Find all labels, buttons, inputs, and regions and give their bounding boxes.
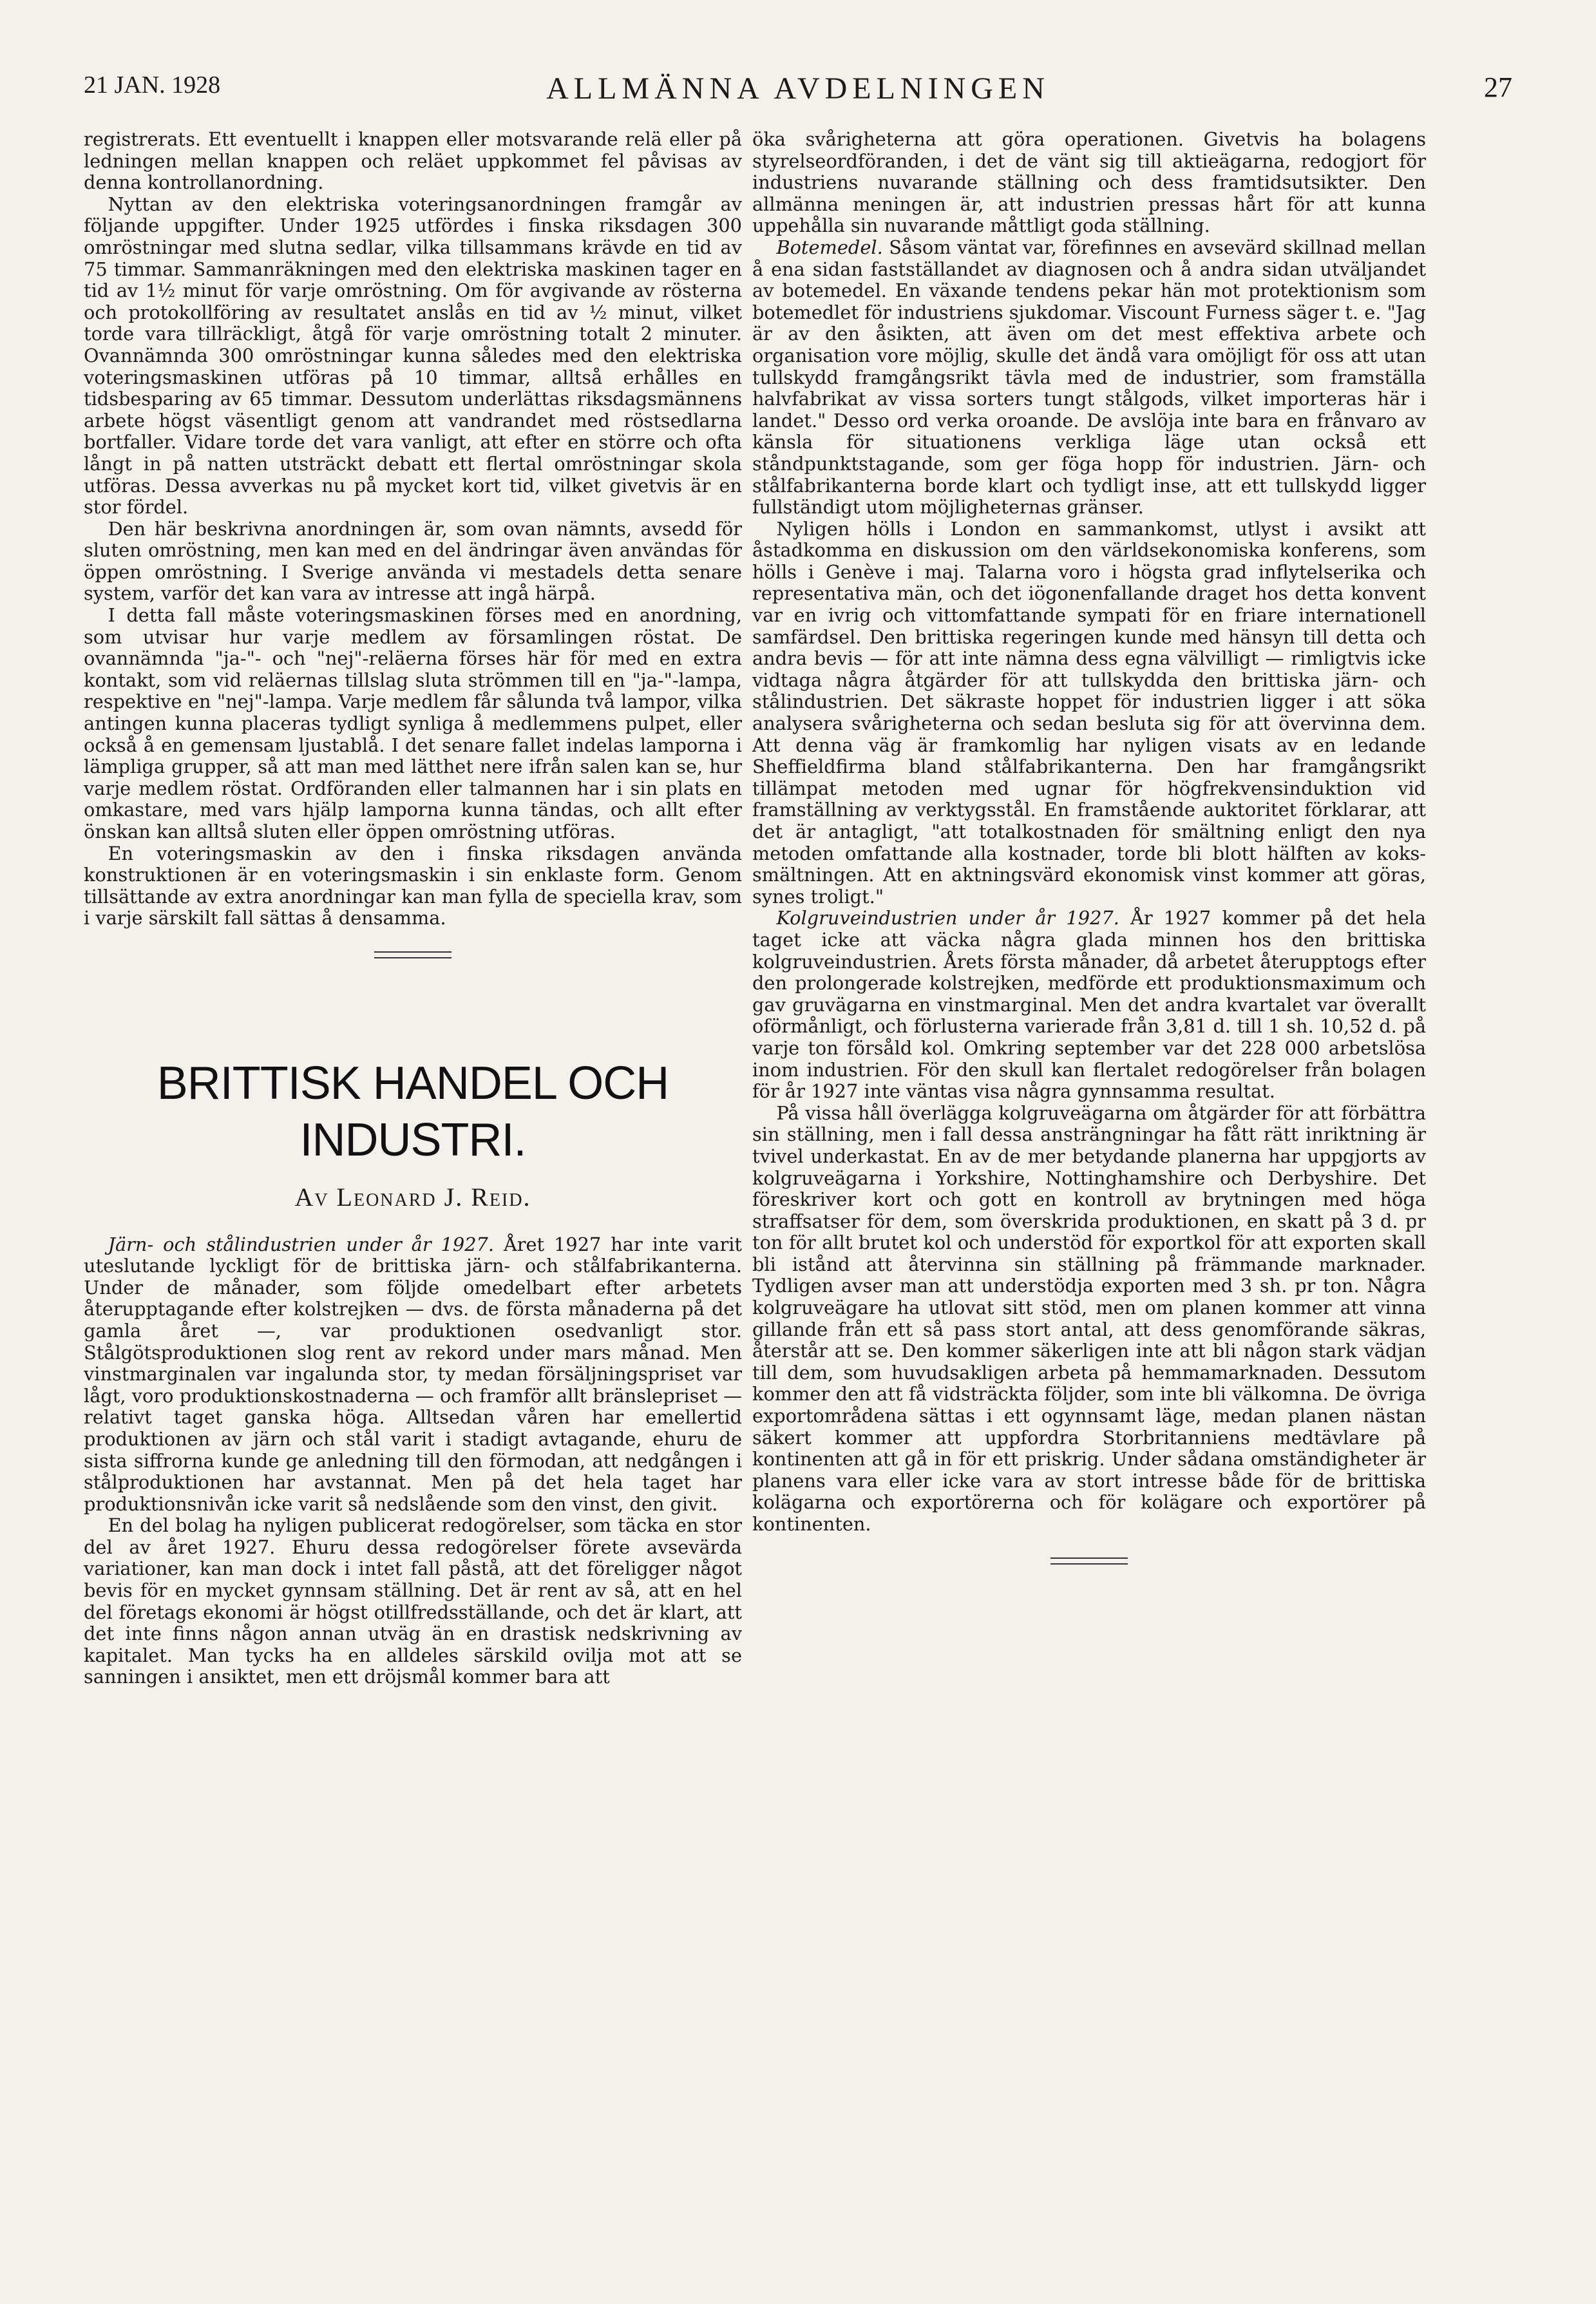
paragraph: Den här beskrivna anordningen är, som ovan nämnts, avsedd för sluten omröstning, men kan med en del ändringar även användas för öppen omröstning. I Sverige använda vi mestadels detta senare system, varför det kan vara av intresse att ingå härpå.	[84, 517, 742, 605]
right-column	[752, 129, 1426, 1565]
paragraph-text: Året 1927 har inte varit uteslutande lyckligt för de brittiska järn- och stålfabrikanterna. Under de månader, som följde omedelbart efter arbetets återupptagande efter kolstrejken — dvs. de första månaderna på det gamla året —, var produktionen osedvanligt stor. Stålgötsproduktionen slog rent av rekord under mars månad. Men vinstmarginalen var ingalunda stor, ty medan försäljningspriset var lågt, voro produktionskostnaderna — och framför allt bränslepriset — relativt taget ganska höga. Alltsedan våren har emellertid produktionen av järn och stål varit i stadigt avtagande, ehuru de sista siffrorna kunde ge anledning till den förmodan, att nedgången i stålproduktionen har avstannat. Men på det hela taget har produktionsnivån icke varit så nedslående som den vinst, den givit.	[84, 1233, 742, 1515]
paragraph: På vissa håll överlägga kolgruveägarna om åtgärder för att förbättra sin ställning, men i fall dessa ansträngningar ha fått rätt inriktning är tvivel underkastat. En av de mer betydande planerna har uppgjorts av kolgruveägarna i Yorkshire, Nottinghamshire och Derbyshire. Det föreskriver kort och gott en kontroll av brytningen med höga straffsatser för dem, som överskrida produktionen, en skatt på 3 d. pr ton för allt brutet kol och understöd för exportkol för att exporten skall bli istånd att återvinna sin ställning på främmande marknader. Tydligen avser man att understödja exporten med 3 sh. pr ton. Några kolgruveägare ha utlovat sitt stöd, men om planen kommer att vinna gillande från ett så pass stort antal, att dess genomförande säkras, återstår att se. Den kommer säkerligen inte att bli någon stark vädjan till dem, som huvudsakligen arbeta på hemmamarknaden. Dessutom kommer den att få vidsträckta följder, som inte bli välkomna. De övriga exportområdena sättas i ett ogynnsamt läge, medan planen nästan säkert kommer att uppfordra Storbritanniens medtävlare på kontinenten att gå in för ett priskrig. Under sådana omständigheter är planens vara eller icke vara av stort intresse både för de brittiska kolägarna och exportörerna och för kolägare och exportörer på kontinenten.	[752, 1101, 1426, 1535]
section-divider	[374, 951, 451, 958]
subheading: Kolgruveindustrien under år 1927.	[776, 907, 1119, 929]
paragraph	[752, 237, 1426, 519]
paragraph: Nyttan av den elektriska voteringsanordningen framgår av följande uppgifter. Under 1925 utfördes i finska riksdagen 300 omröstningar med slutna sedlar, vilka tillsammans krävde en tid av 75 timmar. Sammanräkningen med den elektriska maskinen tager en tid av 1½ minut för varje omröstning. Om för avgivande av rösterna och protokollföring av resultatet anslås en tid av ½ minut, vilket torde vara tillräckligt, åtgå för varje omröstning totalt 2 minuter. Ovannämnda 300 omröstningar kunna således med den elektriska voteringsmaskinen utföras på 10 timmar, alltså erhålles en tidsbesparing av 65 timmar. Dessutom underlättas riksdagsmännens arbete högst väsentligt genom att vandrandet med röstsedlarna bortfaller. Vidare torde det vara vanligt, att efter en större och ofta långt in på natten utsträckt debatt ett flertal omröstningar skola utföras. Dessa avverkas nu på mycket kort tid, vilket givetvis är en stor fördel.	[84, 193, 742, 519]
left-column	[84, 129, 742, 1688]
header-section-title: ALLMÄNNA AVDELNINGEN	[546, 71, 1050, 106]
paragraph	[84, 1234, 742, 1516]
paragraph: En del bolag ha nyligen publicerat redogörelser, som täcka en stor del av året 1927. Ehuru dessa redogörelser förete avsevärda variationer, kan man dock i intet fall påstå, att det föreligger något bevis för en mycket gynnsam ställning. Det är rent av så, att en hel del företags ekonomi är högst otillfredsställande, och det är klart, att det inte finns någon annan utväg än en drastisk nedskrivning av kapitalet. Man tycks ha en alldeles särskild ovilja mot att se sanningen i ansiktet, men ett dröjsmål kommer bara att	[84, 1514, 742, 1688]
article-title: BRITTISK HANDEL OCH INDUSTRI.	[157, 1057, 669, 1166]
section-divider	[1050, 1557, 1128, 1565]
paragraph	[752, 908, 1426, 1102]
paragraph: I detta fall måste voteringsmaskinen förses med en anordning, som utvisar hur varje medlem av församlingen röstat. De ovannämnda "ja-"- och "nej"-reläerna förses här för med en extra kontakt, som vid reläernas tillslag sluta strömmen till en "ja-"-lampa, respektive en "nej"-lampa. Varje medlem får sålunda två lampor, vilka antingen kunna placeras tydligt synliga å medlemmens pulpet, eller också å en gemensam ljustablå. I det senare fallet indelas lamporna i lämpliga grupper, så att man med lätthet nere ifrån salen kan se, hur varje medlem röstat. Ordföranden eller talmannen har i sin plats en omkastare, med vars hjälp lamporna kunna tändas, och allt efter önskan kan alltså sluten eller öppen omröstning utföras.	[84, 604, 742, 843]
page-header	[84, 71, 1512, 116]
header-date: 21 JAN. 1928	[84, 71, 221, 99]
paragraph: En voteringsmaskin av den i finska riksdagen använda konstruktionen är en voteringsmaskin i sin enklaste form. Genom tillsättande av extra anordningar kan man fylla de speciella krav, som i varje särskilt fall sättas å densamma.	[84, 842, 742, 929]
paragraph: öka svårigheterna att göra operationen. Givetvis ha bolagens styrelseordföranden, i det de vänt sig till aktieägarna, redogjort för industriens nuvarande ställning och dess framtidsutsikter. Den allmänna meningen är, att industrien pressas hårt för att kunna uppehålla sin nuvarande måttligt goda ställning.	[752, 128, 1426, 237]
article-byline: Av Leonard J. Reid.	[294, 1182, 531, 1212]
paragraph-text: År 1927 kommer på det hela taget icke att väcka några glada minnen hos den brittiska kolgruveindustrien. Årets första månader, då arbetet återupptogs efter den prolongerade kolstrejken, medförde ett produktionsmaximum och gav gruvägarna en vinstmarginal. Men det andra kvartalet var överallt oförmånligt, och förlusterna varierade från 3,81 d. till 1 sh. 10,52 d. på varje ton försåld kol. Omkring september var det 228 000 arbetslösa inom industrien. För den skull kan flertalet redogörelser från bolagen för år 1927 inte väntas visa några gynnsamma resultat.	[752, 907, 1426, 1103]
paragraph-text: Såsom väntat var, förefinnes en avsevärd skillnad mellan å ena sidan fastställandet av diagnosen och å andra sidan utväljandet av botemedel. En växande tendens pekar hän mot protektionism som botemedlet för industriens sjukdomar. Viscount Furness säger t. e. "Jag är av den åsikten, att även om det mest effektiva arbete och organisation vore möjlig, skulle det ändå vara omöjligt för oss att utan tullskydd framgångsrikt tävla med de industrier, som framställa halvfabrikat av vissa sorters tungt stålgods, vilket importeras här i landet." Desso ord verka oroande. De avslöja inte bara en frånvaro av känsla för situationens verkliga läge utan också ett ståndpunktstagande, som ger föga hopp för industrien. Järn- och stålfabrikanterna borde klart och tydligt inse, att ett tullskydd ligger fullständigt utom möjligheternas gränser.	[752, 236, 1426, 519]
page-number: 27	[1484, 71, 1512, 103]
subheading: Järn- och stålindustrien under år 1927.	[108, 1233, 494, 1255]
paragraph: registrerats. Ett eventuellt i knappen eller motsvarande relä eller på ledningen mellan knappen och reläet uppkommet fel påvisas av denna kontrollanordning.	[84, 128, 742, 194]
paragraph: Nyligen hölls i London en sammankomst, utlyst i avsikt att åstadkomma en diskussion om den världsekonomiska konferens, som hölls i Genève i maj. Talarna voro i högsta grad inflytelserika och representativa män, och det iögonenfallande draget hos detta konvent var en ivrig och vittomfattande sympati för en friare internationell samfärdsel. Den brittiska regeringen kunde med hänsyn till detta och andra bevis — för att inte nämna dess egna välvilligt — rimligtvis icke vidtaga några åtgärder för att tullskydda den brittiska järn- och stålindustrien. Det säkraste hoppet för industrien ligger i att söka analysera svårigheterna och sedan besluta sig för att övervinna dem. Att denna väg är framkomlig har nyligen visats av en ledande Sheffieldfirma bland stålfabrikanterna. Den har framgångsrikt tillämpat metoden med ugnar för högfrekvensinduktion vid framställning av verktygsstål. En framstående auktoritet förklarar, att det är antagligt, "att totalkostnaden för smältning enligt den nya metoden omfattande alla kostnader, torde bli blott hälften av koks-smältningen. Att en aktningsvärd ekonomisk vinst kommer att göras, synes troligt."	[752, 517, 1426, 908]
subheading: Botemedel.	[776, 236, 883, 258]
